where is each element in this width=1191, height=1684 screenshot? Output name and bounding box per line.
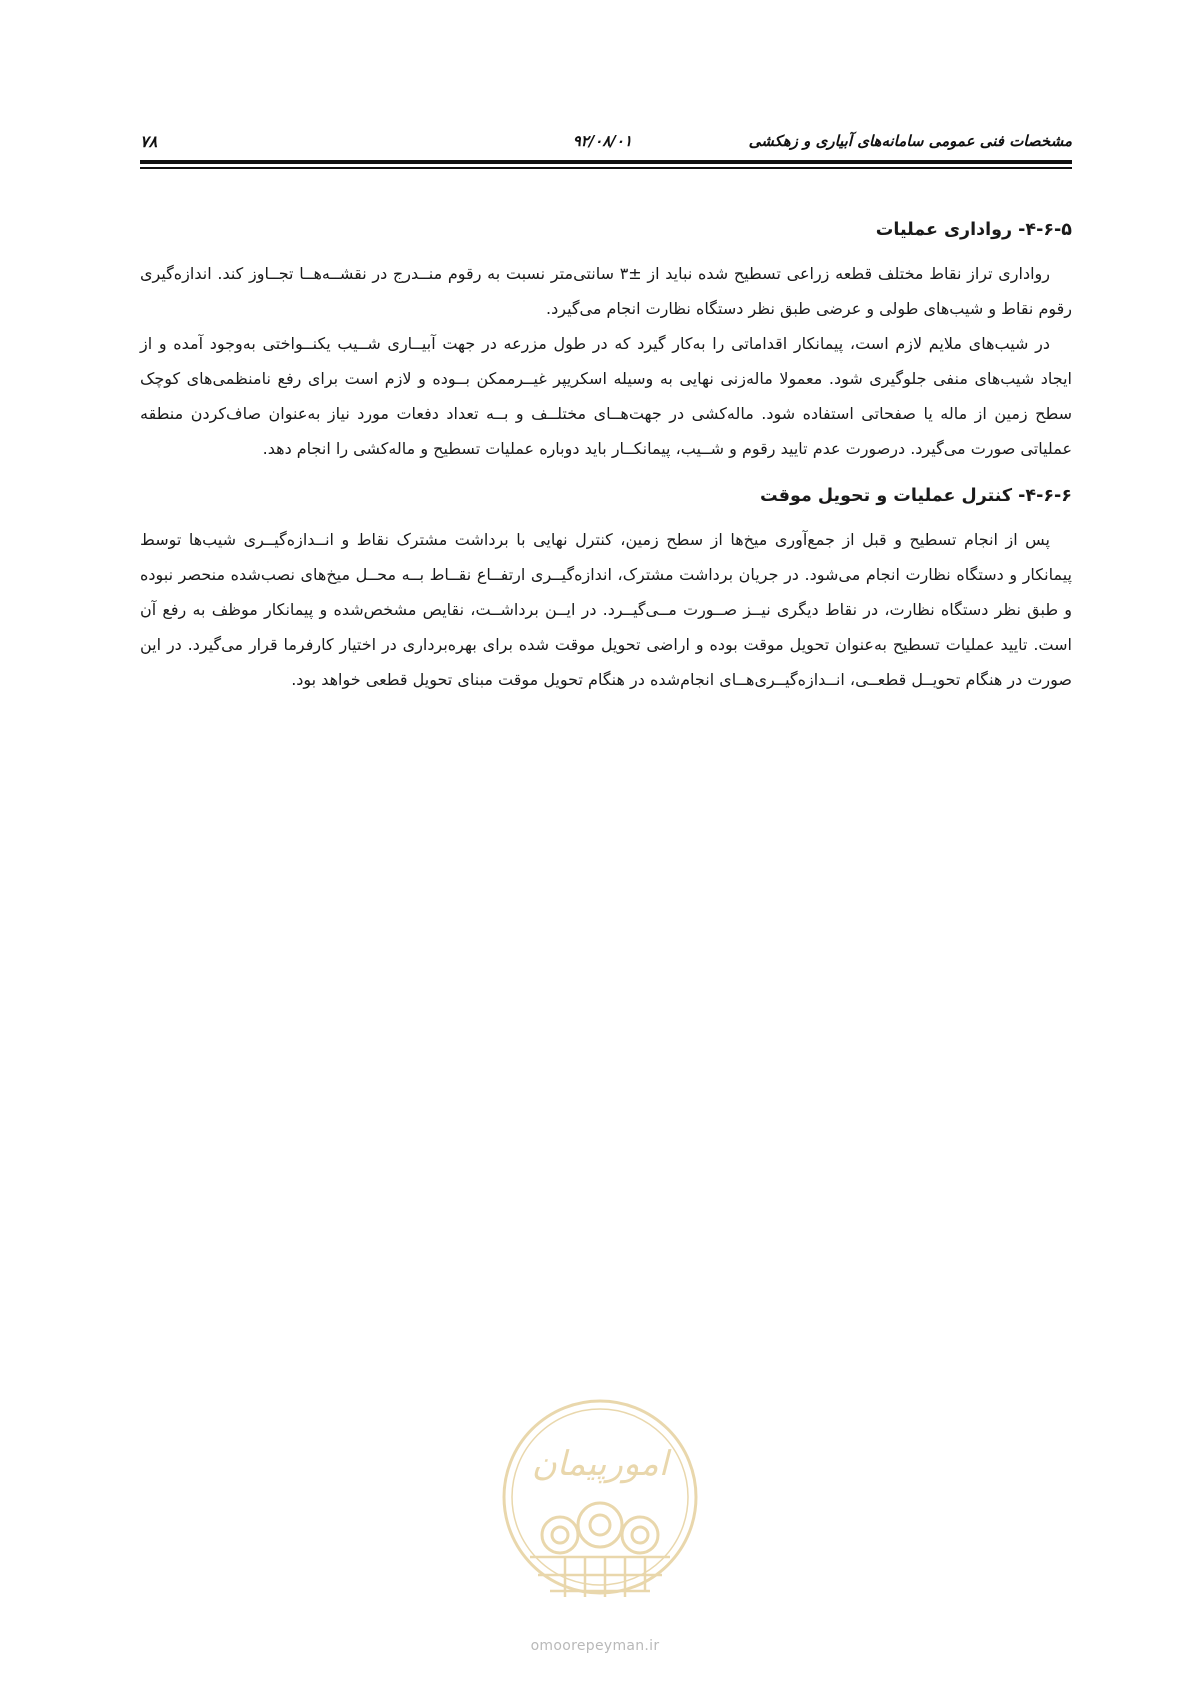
section-operations-tolerance [140,214,1072,466]
section-heading: ۴-۶-۶- کنترل عملیات و تحویل موقت [760,486,1072,506]
document-body [140,214,1072,697]
page-header [140,128,1072,158]
header-date: ۹۲/۰۸/۰۱ [572,132,632,150]
section-control-and-delivery [140,480,1072,697]
header-rule-thick [140,160,1072,164]
paragraph: رواداری تراز نقاط مختلف قطعه زراعی تسطیح شده نباید از ±۳ سانتی‌متر نسبت به رقوم منــدرج در نقشــه‌هــا تجــاوز کند. اندازه‌گیری رقوم نقاط و شیب‌های طولی و عرضی طبق نظر دستگاه نظارت انجام می‌گیرد. [140,264,1072,318]
section-heading: ۴-۶-۵- رواداری عملیات [875,220,1072,240]
paragraph: پس از انجام تسطیح و قبل از جمع‌آوری میخ‌ها از سطح زمین، کنترل نهایی با برداشت مشترک نقاط و انــدازه‌گیــری شیب‌ها توسط پیمانکار و دستگاه نظارت انجام می‌شود. در جریان برداشت مشترک، اندازه‌گیــری ارتفــاع نقــاط بــه محــل میخ‌های نصب‌شده منحصر نبوده و طبق نظر دستگاه نظارت، در نقاط دیگری نیــز صــورت مــی‌گیــرد. در ایــن برداشــت، نقایص مشخص‌شده و پیمانکار موظف به رفع آن است. تایید عملیات تسطیح به‌عنوان تحویل موقت بوده و اراضی تحویل موقت شده برای بهره‌برداری در اختیار کارفرما قرار می‌گیرد. در این صورت در هنگام تحویــل قطعــی، انــدازه‌گیــری‌هــای انجام‌شده در هنگام تحویل موقت مبنای تحویل قطعی خواهد بود. [140,530,1072,689]
page-number: ۷۸ [140,132,158,151]
paragraph: در شیب‌های ملایم لازم است، پیمانکار اقداماتی را به‌کار گیرد که در طول مزرعه در جهت آبیــاری شــیب یکنــواختی به‌وجود آمده و از ایجاد شیب‌های منفی جلوگیری شود. معمولا ماله‌زنی نهایی به وسیله اسکریپر غیــرممکن بــوده و لازم است برای رفع نامنظمی‌های کوچک سطح زمین از ماله یا صفحاتی استفاده شود. ماله‌کشی در جهت‌هــای مختلــف و بــه تعداد دفعات مورد نیاز به‌عنوان صاف‌کردن منطقه عملیاتی صورت می‌گیرد. درصورت عدم تایید رقوم و شــیب، پیمانکــار باید دوباره عملیات تسطیح و ماله‌کشی را انجام دهد. [140,334,1072,458]
header-rule-thin [140,167,1072,169]
watermark-logo [490,1385,710,1645]
watermark-logo-text: امورپیمان [531,1444,669,1484]
header-title: مشخصات فنی عمومی سامانه‌های آبیاری و زهکشی [748,132,1072,150]
watermark-url: omoorepeyman.ir [530,1638,660,1654]
